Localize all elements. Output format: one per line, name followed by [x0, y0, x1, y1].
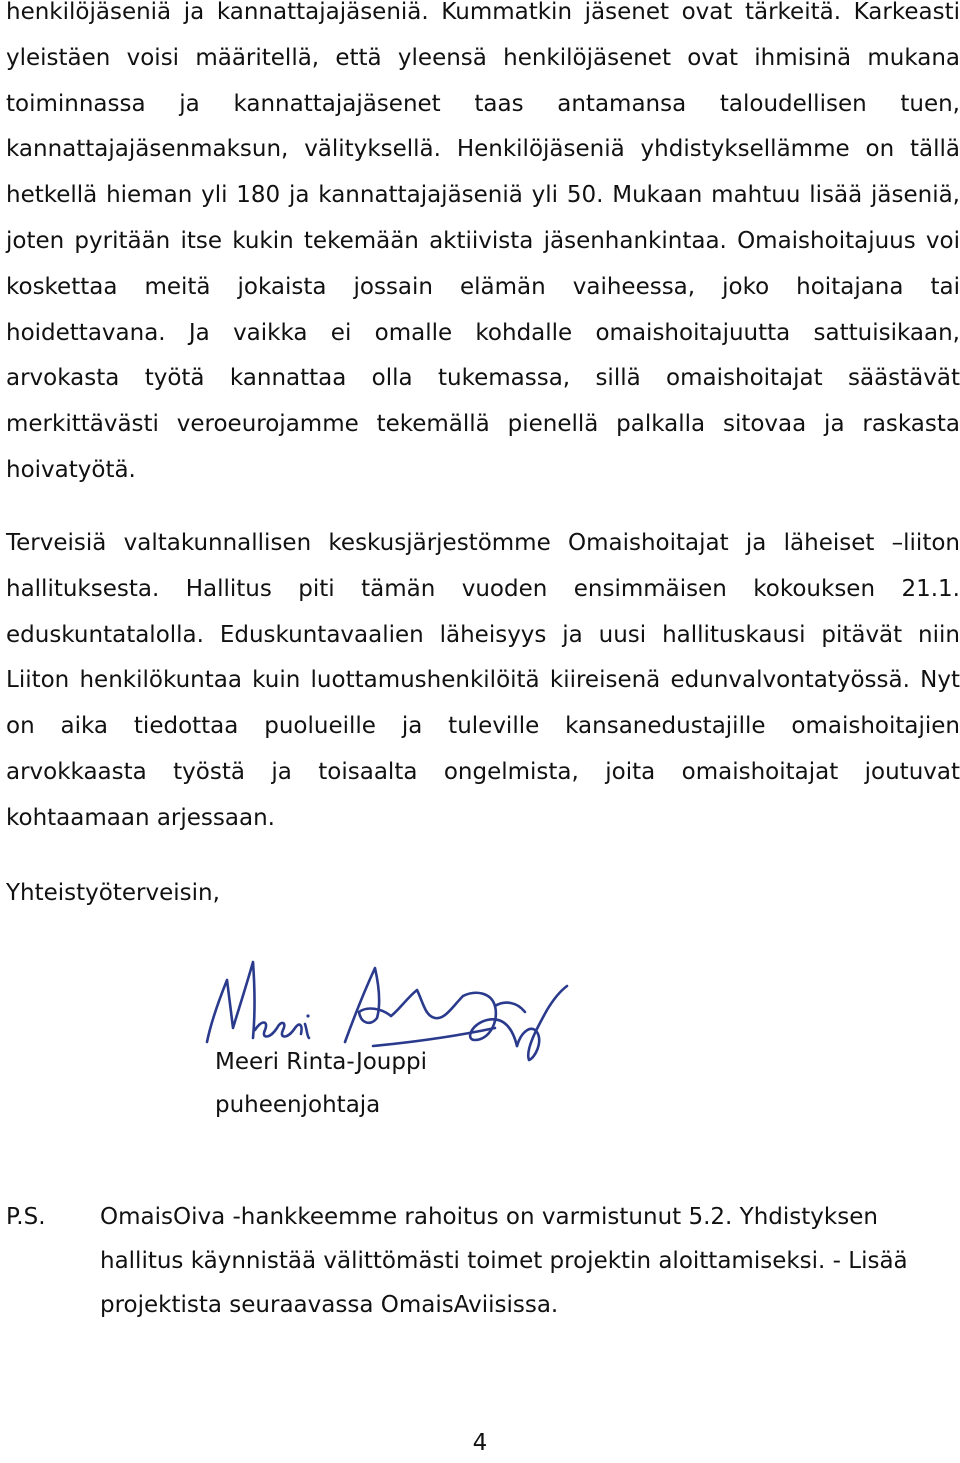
- page-number: 4: [472, 1430, 488, 1456]
- closing-greeting: Yhteistyöterveisin,: [6, 880, 220, 906]
- body-paragraph-union-greetings: Terveisiä valtakunnallisen keskusjärjestömme Omaishoitajat ja läheiset –liiton hallituksesta. Hallitus piti tämän vuoden ensimmäisen kokouksen 21.1. eduskuntatalolla. Eduskuntavaalien läheisyys ja uusi hallituskausi pitävät niin Liiton henkilökuntaa kuin luottamushenkilöitä kiireisenä edunvalvontatyössä. Nyt on aika tiedottaa puolueille ja tuleville kansanedustajille omaishoitajien arvokkaasta työstä ja toisaalta ongelmista, joita omaishoitajat joutuvat kohtaamaan arjessaan.: [6, 530, 960, 831]
- body-paragraph-membership: henkilöjäseniä ja kannattajajäseniä. Kummatkin jäsenet ovat tärkeitä. Karkeasti yleistäen voisi määritellä, että yleensä henkilöjäsenet ovat ihmisinä mukana toiminnassa ja kannattajajäsenet taas antamansa taloudellisen tuen, kannattajajäsenmaksun, välityksellä. Henkilöjäseniä yhdistyksellämme on tällä hetkellä hieman yli 180 ja kannattajajäseniä yli 50. Mukaan mahtuu lisää jäseniä, joten pyritään itse kukin tekemään aktiivista jäsenhankintaa. Omaishoitajuus voi koskettaa meitä jokaista jossain elämän vaiheessa, joko hoitajana tai hoidettavana. Ja vaikka ei omalle kohdalle omaishoitajuutta sattuisikaan, arvokasta työtä kannattaa olla tukemassa, sillä omaishoitajat säästävät merkittävästi veroeurojamme tekemällä pienellä palkalla sitovaa ja raskasta hoivatyötä.: [6, 0, 960, 483]
- postscript-label: P.S.: [6, 1204, 46, 1230]
- signer-title: puheenjohtaja: [215, 1092, 381, 1118]
- postscript-text: OmaisOiva -hankkeemme rahoitus on varmistunut 5.2. Yhdistyksen hallitus käynnistää välittömästi toimet projektin aloittamiseksi. - Lisää projektista seuraavassa OmaisAviisissa.: [100, 1204, 908, 1318]
- signer-name: Meeri Rinta-Jouppi: [215, 1049, 427, 1075]
